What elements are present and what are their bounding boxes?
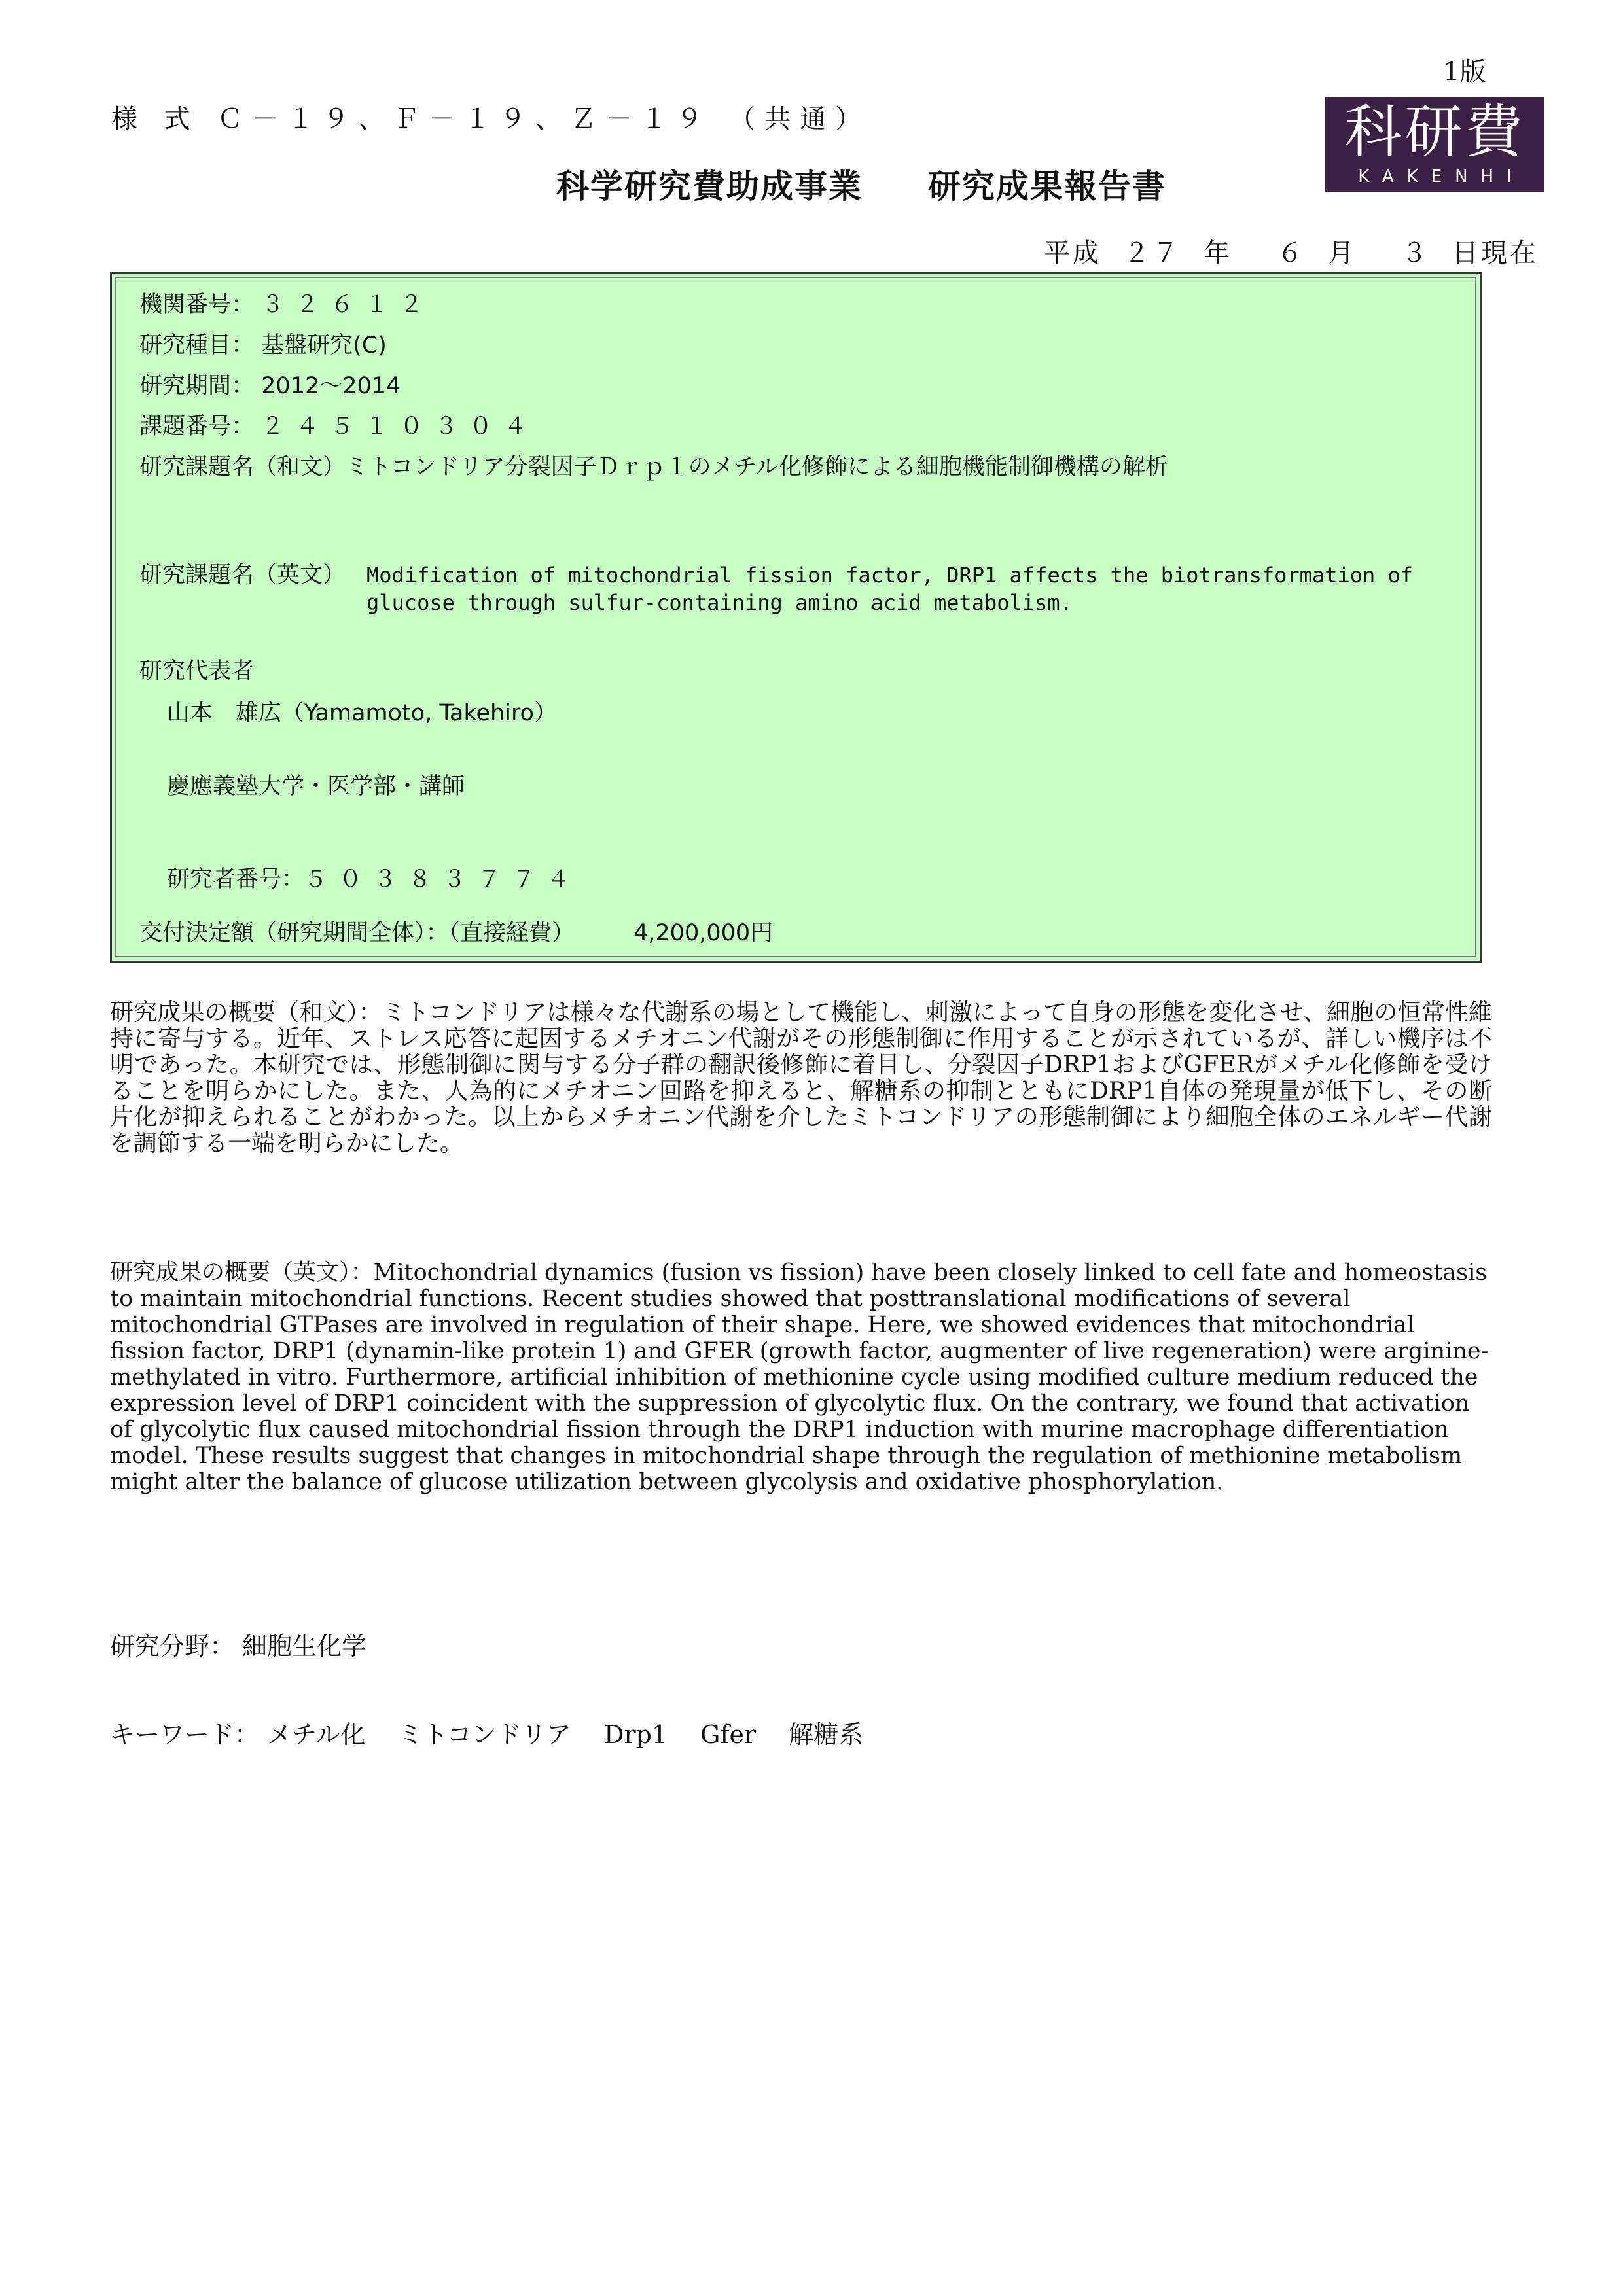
researcher-number-row (167, 861, 582, 894)
date-day: ３ (1401, 238, 1430, 268)
program-name: 科学研究費助成事業 (556, 168, 863, 205)
summary-jp-text: ミトコンドリアは様々な代謝系の場として機能し、刺激によって自身の形態を変化させ、細胞の恒常性維持に寄与する。近年、ストレス応答に起因するメチオニン代謝がその形態制御に作用することが示されているが、詳しい機序は不明であった。本研究では、形態制御に関与する分子群の翻訳後修飾に着目し、分裂因子DRP1およびGFERがメチル化修飾を受けることを明らかにした。また、人為的にメチオニン回路を抑えると、解糖系の抑制とともにDRP1自体の発現量が低下し、その断片化が抑えられることがわかった。以上からメチオニン代謝を介したミトコンドリアの形態制御により細胞全体のエネルギー代謝を調節する一端を明らかにした。 (110, 999, 1492, 1157)
date-era: 平成 (1044, 238, 1101, 268)
category-row (139, 327, 387, 360)
institution-row (139, 287, 435, 319)
project-number-label: 課題番号： (139, 414, 255, 440)
pi-label: 研究代表者 (139, 658, 255, 684)
date-month: ６ (1277, 238, 1306, 268)
report-date (1044, 232, 1539, 270)
kakenhi-logo (1325, 97, 1544, 192)
form-number: 様 式 Ｃ－１９、Ｆ－１９、Ｚ－１９ （共通） (111, 104, 871, 134)
report-name: 研究成果報告書 (928, 168, 1166, 205)
institution-label: 機関番号： (139, 292, 255, 318)
summary-en (110, 1260, 1492, 1495)
field-label: 研究分野： (110, 1632, 235, 1661)
researcher-number: ５０３８３７７４ (304, 866, 582, 892)
pi-affiliation: 慶應義塾大学・医学部・講師 (167, 773, 465, 800)
summary-en-label: 研究成果の概要（英文）： (110, 1260, 374, 1286)
keyword-item: ミトコンドリア (398, 1720, 571, 1749)
category-value: 基盤研究(C) (261, 332, 387, 359)
title-en-row (139, 561, 1466, 616)
keyword-item: Gfer (700, 1720, 757, 1749)
keyword-item: 解糖系 (789, 1720, 864, 1749)
grant-label: 交付決定額（研究期間全体）：（直接経費） (139, 920, 575, 946)
period-row (139, 368, 401, 400)
research-field (110, 1626, 366, 1662)
researcher-number-label: 研究者番号： (167, 866, 305, 892)
title-jp-row (139, 449, 1168, 482)
title-en-label: 研究課題名（英文） (139, 562, 346, 588)
pi-name: 山本 雄広（Yamamoto, Takehiro） (167, 700, 557, 726)
keywords (110, 1714, 888, 1750)
date-month-unit: 月 (1328, 238, 1357, 268)
document-title (556, 160, 1166, 207)
keyword-item: Drp1 (603, 1720, 668, 1749)
date-year-unit: 年 (1204, 238, 1232, 268)
category-label: 研究種目： (139, 332, 255, 359)
project-info-box (110, 272, 1482, 963)
institution-number: ３２６１２ (261, 292, 435, 318)
grant-row (139, 915, 773, 947)
summary-en-text: Mitochondrial dynamics (fusion vs fission) have been closely linked to cell fate and homeostasis to maintain mitochondrial functions. Recent studies showed that posttranslational modifications of several mitochondrial GTPases are involved in regulation of their shape. Here, we showed evidences that mitochondrial fission factor, DRP1 (dynamin-like protein 1) and GFER (growth factor, augmenter of live regeneration) were arginine-methylated in vitro. Furthermore, artificial inhibition of methionine cycle using modified culture medium reduced the expression level of DRP1 coincident with the suppression of glycolytic flux. On the contrary, we found that activation of glycolytic flux caused mitochondrial fission through the DRP1 induction with murine macrophage differentiation model. These results suggest that changes in mitochondrial shape through the regulation of methionine metabolism might alter the balance of glucose utilization between glycolysis and oxidative phosphorylation. (110, 1260, 1489, 1495)
project-number: ２４５１０３０４ (261, 414, 539, 440)
keywords-label: キーワード： (110, 1720, 260, 1749)
project-number-row (139, 408, 539, 441)
title-en: Modification of mitochondrial fission factor, DRP1 affects the biotransformation of glucose through sulfur-containing amino acid metabolism. (366, 563, 1414, 615)
version-label: 1版 (1443, 57, 1486, 87)
date-year: ２７ (1124, 238, 1181, 268)
field-value: 細胞生化学 (242, 1632, 367, 1661)
logo-kanji: 科研費 (1344, 98, 1525, 166)
keyword-item: メチル化 (267, 1720, 366, 1749)
date-day-unit: 日現在 (1452, 238, 1539, 268)
logo-roman: KAKENHI (1358, 167, 1525, 186)
title-jp-label: 研究課題名（和文） (139, 454, 346, 480)
grant-amount: 4,200,000円 (633, 920, 774, 946)
title-jp: ミトコンドリア分裂因子Ｄｒｐ１のメチル化修飾による細胞機能制御機構の解析 (346, 454, 1168, 480)
period-value: 2012～2014 (261, 373, 401, 399)
summary-jp-label: 研究成果の概要（和文）： (110, 999, 382, 1026)
summary-jp (110, 1000, 1492, 1157)
period-label: 研究期間： (139, 373, 255, 399)
